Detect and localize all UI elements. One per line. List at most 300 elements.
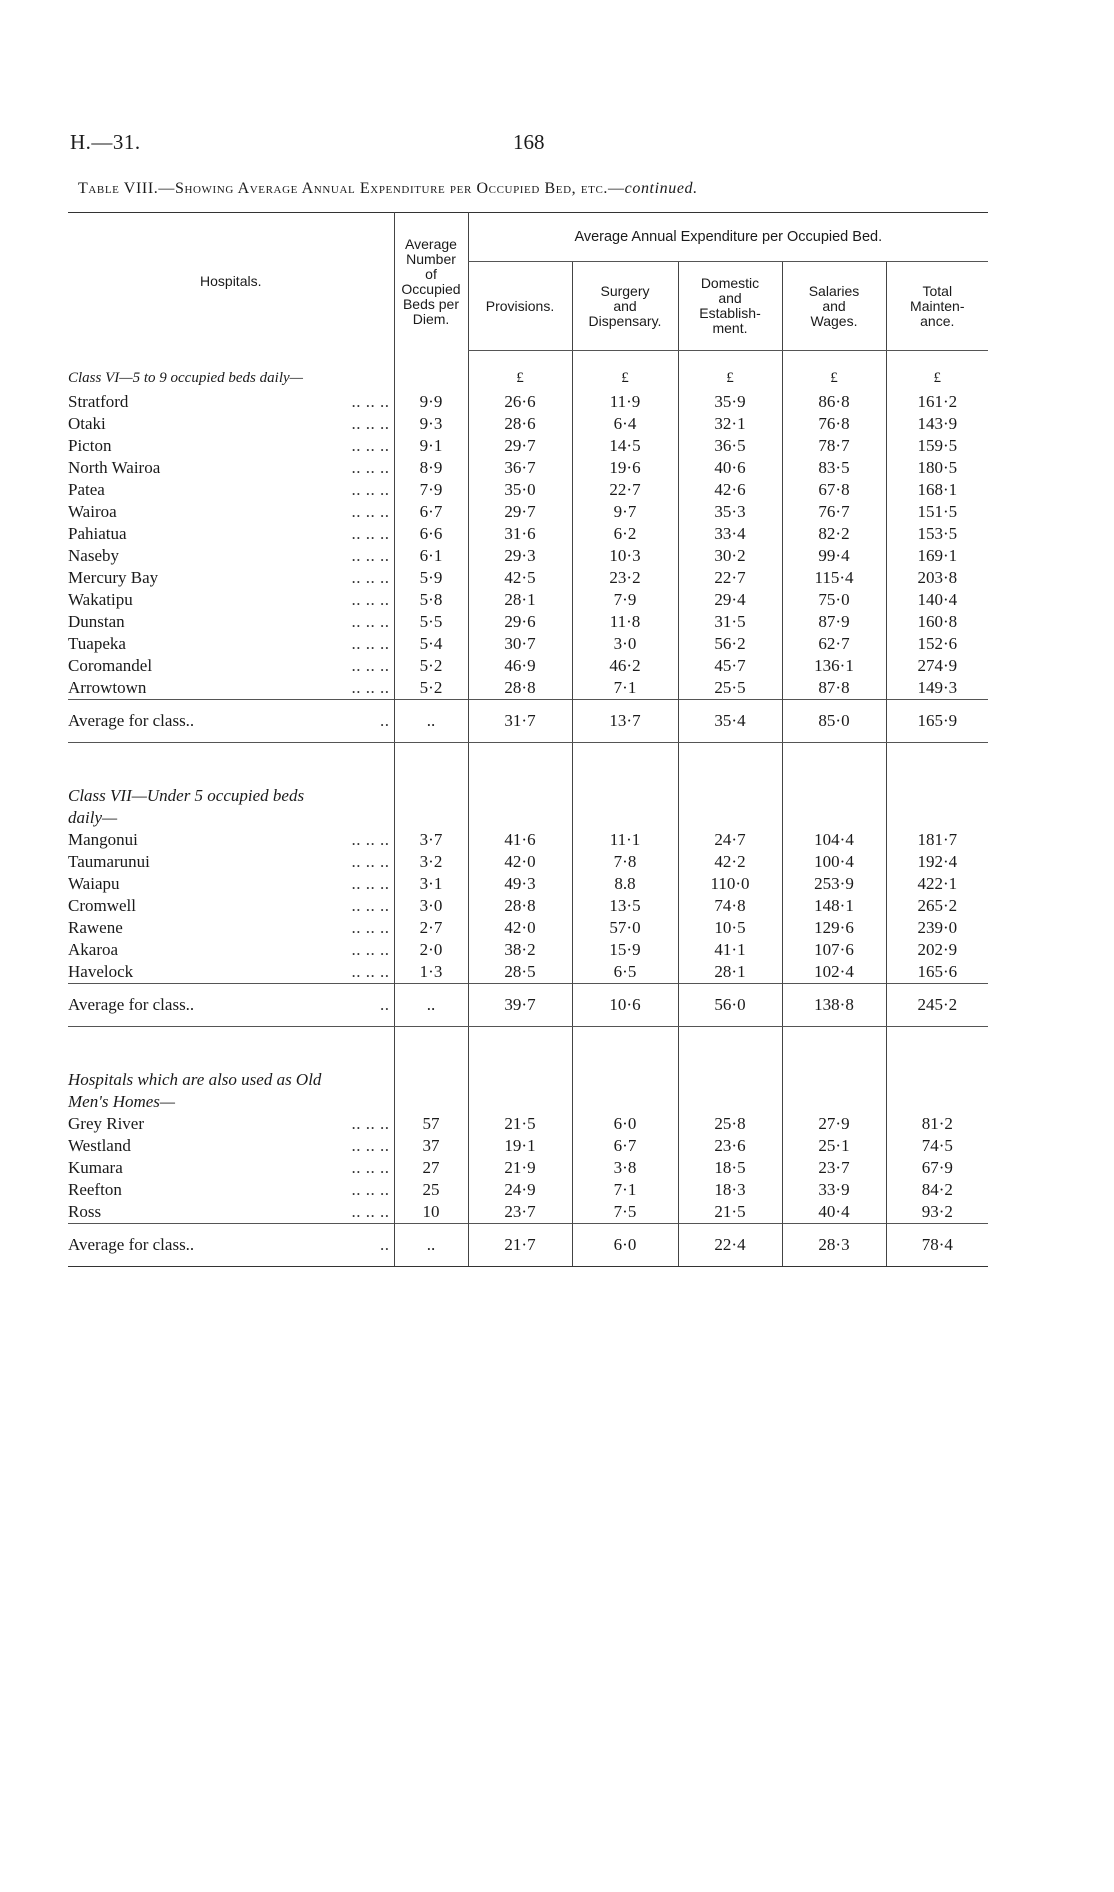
total-value: 149·3 [886,677,988,700]
empty-cell [678,807,782,829]
dot-leader: .. .. .. [351,480,390,499]
total-value: 67·9 [886,1157,988,1179]
empty-cell [394,1069,468,1091]
total-value: 161·2 [886,391,988,413]
table-row [68,1135,988,1157]
hospital-name-wrap [68,435,394,457]
average-beds-value: 5·9 [394,567,468,589]
average-beds-value: 2·0 [394,939,468,961]
empty-cell [468,351,572,366]
class-average-row [68,700,988,743]
total-value: 84·2 [886,1179,988,1201]
provisions-value: 41·6 [468,829,572,851]
table-row [68,1113,988,1135]
hospital-name: Mangonui [68,830,138,849]
empty-cell [678,1027,782,1070]
dot-leader: .. .. .. [351,656,390,675]
empty-cell [782,1027,886,1070]
header-provisions: Provisions. [468,262,572,351]
header-total-line: ance. [920,312,955,329]
class-average-label-cell [68,984,394,1027]
hospital-name: Taumarunui [68,852,150,871]
dot-leader: .. .. .. [351,852,390,871]
surgery-value: 11·8 [572,611,678,633]
header-average-beds-line: Number [406,250,456,267]
currency-unit: £ [468,365,572,391]
average-beds-value: 5·2 [394,655,468,677]
average-beds-value: 3·2 [394,851,468,873]
empty-cell [678,785,782,807]
table-row [68,677,988,700]
average-beds-value: 27 [394,1157,468,1179]
class-average-salaries: 28·3 [782,1224,886,1267]
dot-leader: .. .. .. [351,568,390,587]
spacer-cell [68,743,394,786]
dot-leader: .. .. .. [351,392,390,411]
average-beds-value: 37 [394,1135,468,1157]
hospital-name-wrap [68,851,394,873]
header-surgery-line: Surgery [600,282,650,299]
average-beds-value: 8·9 [394,457,468,479]
empty-cell [394,351,468,366]
class-average-row [68,1224,988,1267]
provisions-value: 29·3 [468,545,572,567]
surgery-value: 6·5 [572,961,678,984]
empty-cell [394,1027,468,1070]
salaries-value: 129·6 [782,917,886,939]
table-row [68,873,988,895]
empty-cell [394,785,468,807]
total-value: 165·6 [886,961,988,984]
surgery-value: 6·7 [572,1135,678,1157]
header-salaries-line: Wages. [810,312,858,329]
header-average-beds [394,213,468,351]
salaries-value: 23·7 [782,1157,886,1179]
class-average-total: 245·2 [886,984,988,1027]
empty-cell [572,743,678,786]
table-row [68,611,988,633]
hospital-name-wrap [68,567,394,589]
hospital-name-cell [68,589,394,611]
class-average-provisions: 21·7 [468,1224,572,1267]
provisions-value: 29·7 [468,501,572,523]
class-average-surgery: 10·6 [572,984,678,1027]
header-surgery [572,262,678,351]
surgery-value: 7·1 [572,677,678,700]
domestic-value: 28·1 [678,961,782,984]
table-body [68,351,988,1267]
surgery-value: 7·9 [572,589,678,611]
dot-leader: .. .. .. [351,1136,390,1155]
provisions-value: 24·9 [468,1179,572,1201]
hospital-name-cell [68,1157,394,1179]
salaries-value: 86·8 [782,391,886,413]
total-value: 152·6 [886,633,988,655]
empty-cell [886,351,988,366]
average-beds-value: 6·1 [394,545,468,567]
table-row [68,895,988,917]
hospital-name: Picton [68,436,112,455]
empty-cell [782,1069,886,1091]
hospital-name-cell [68,895,394,917]
table-row [68,413,988,435]
empty-cell [782,351,886,366]
domestic-value: 40·6 [678,457,782,479]
hospital-name-wrap [68,873,394,895]
surgery-value: 3·8 [572,1157,678,1179]
hospital-name-wrap [68,589,394,611]
total-value: 151·5 [886,501,988,523]
hospital-name: Cromwell [68,896,136,915]
class-average-wrap [68,995,394,1015]
table-row [68,457,988,479]
salaries-value: 253·9 [782,873,886,895]
class-average-provisions: 31·7 [468,700,572,743]
hospital-name-wrap [68,655,394,677]
hospital-name-cell [68,479,394,501]
empty-cell [886,1091,988,1113]
surgery-value: 46·2 [572,655,678,677]
dot-leader: .. .. .. [351,874,390,893]
hospital-name: Wakatipu [68,590,133,609]
dot-leader: .. .. .. [351,830,390,849]
table-row [68,589,988,611]
average-beds-value: 6·6 [394,523,468,545]
hospital-name-cell [68,655,394,677]
table-row [68,1201,988,1224]
domestic-value: 25·5 [678,677,782,700]
table-row [68,567,988,589]
hospital-name: Mercury Bay [68,568,159,587]
empty-cell [468,1091,572,1113]
domestic-value: 42·2 [678,851,782,873]
table-row [68,479,988,501]
total-value: 143·9 [886,413,988,435]
provisions-value: 28·5 [468,961,572,984]
hospital-name: Reefton [68,1180,122,1199]
hospital-name-wrap [68,1157,394,1179]
hospital-name-cell [68,677,394,700]
class-average-salaries: 85·0 [782,700,886,743]
average-beds-value: 1·3 [394,961,468,984]
class-average-domestic: 35·4 [678,700,782,743]
hospital-name-wrap [68,1179,394,1201]
hospital-name: Westland [68,1136,131,1155]
hospital-name-wrap [68,501,394,523]
header-domestic [678,262,782,351]
dot-leader: .. .. .. [351,1180,390,1199]
salaries-value: 148·1 [782,895,886,917]
empty-cell [886,1027,988,1070]
empty-cell [886,785,988,807]
empty-cell [782,743,886,786]
average-beds-value: 5·2 [394,677,468,700]
hospital-name: Stratford [68,392,129,411]
average-beds-value: 3·0 [394,895,468,917]
empty-cell [394,743,468,786]
page-number: 168 [513,130,545,154]
table-row [68,1179,988,1201]
header-domestic-line: and [718,290,742,306]
domestic-value: 36·5 [678,435,782,457]
surgery-value: 15·9 [572,939,678,961]
average-beds-value: 9·1 [394,435,468,457]
hospital-name-wrap [68,677,394,699]
hospital-name: Ross [68,1202,102,1221]
hospital-name-wrap [68,611,394,633]
total-value: 265·2 [886,895,988,917]
hospital-name-cell [68,435,394,457]
hospital-name-cell [68,391,394,413]
surgery-value: 8.8 [572,873,678,895]
spacer-cell [68,1027,394,1070]
domestic-value: 42·6 [678,479,782,501]
average-beds-value: 5·4 [394,633,468,655]
domestic-value: 33·4 [678,523,782,545]
provisions-value: 30·7 [468,633,572,655]
class-average-surgery: 6·0 [572,1224,678,1267]
salaries-value: 25·1 [782,1135,886,1157]
salaries-value: 83·5 [782,457,886,479]
provisions-value: 42·5 [468,567,572,589]
salaries-value: 33·9 [782,1179,886,1201]
hospital-name-wrap [68,523,394,545]
hospital-name-cell [68,1135,394,1157]
empty-cell [572,1069,678,1091]
hospital-name: North Wairoa [68,458,161,477]
salaries-value: 104·4 [782,829,886,851]
domestic-value: 74·8 [678,895,782,917]
hospital-name: Coromandel [68,656,153,675]
total-value: 81·2 [886,1113,988,1135]
dot-leader: .. .. .. [351,590,390,609]
total-value: 274·9 [886,655,988,677]
header-domestic-line: Domestic [700,275,760,291]
dot-leader: .. .. .. [351,896,390,915]
surgery-value: 7·1 [572,1179,678,1201]
dot-leader: .. .. .. [351,634,390,653]
header-salaries-line: Salaries [808,282,860,299]
empty-cell [394,807,468,829]
dot-leader: .. .. .. [351,1114,390,1133]
class-average-label-cell [68,700,394,743]
hospital-name-wrap [68,1201,394,1223]
domestic-value: 21·5 [678,1201,782,1224]
salaries-value: 78·7 [782,435,886,457]
table-row [68,523,988,545]
class-average-total: 78·4 [886,1224,988,1267]
hospital-name-wrap [68,633,394,655]
hospital-name-wrap [68,961,394,983]
hospital-name-cell [68,939,394,961]
provisions-value: 21·5 [468,1113,572,1135]
empty-cell [468,1027,572,1070]
hospital-name: Rawene [68,918,123,937]
surgery-value: 14·5 [572,435,678,457]
dot-leader: .. .. .. [351,1158,390,1177]
dot-leader: .. .. .. [351,436,390,455]
empty-cell [886,807,988,829]
expenditure-table [68,212,988,1267]
class-average-wrap [68,1235,394,1255]
surgery-value: 6·4 [572,413,678,435]
empty-cell [782,785,886,807]
provisions-value: 35·0 [468,479,572,501]
hospital-name-wrap [68,1135,394,1157]
domestic-value: 22·7 [678,567,782,589]
hospital-name-cell [68,1201,394,1224]
header-average-beds-line: Diem. [412,310,450,327]
total-value: 160·8 [886,611,988,633]
header-domestic-line: ment. [712,320,748,336]
average-beds-value: .. [394,1224,468,1267]
average-beds-value: 2·7 [394,917,468,939]
dot-leader: .. .. .. [351,678,390,697]
salaries-value: 87·9 [782,611,886,633]
total-value: 203·8 [886,567,988,589]
provisions-value: 28·8 [468,895,572,917]
spacer-cell [68,351,394,366]
class-average-label: Average for class.. [68,1235,195,1254]
surgery-value: 9·7 [572,501,678,523]
header-hospitals: Hospitals. [200,273,262,290]
header-average-beds-line: of [425,265,437,282]
provisions-value: 28·1 [468,589,572,611]
average-beds-value: 5·5 [394,611,468,633]
table-title-main: Table VIII.—Showing Average Annual Expenditure per Occupied Bed, etc.— [78,180,625,197]
table-row [68,917,988,939]
hospital-name: Arrowtown [68,678,147,697]
currency-unit: £ [678,365,782,391]
hospital-name-wrap [68,1113,394,1135]
surgery-value: 57·0 [572,917,678,939]
table-row [68,633,988,655]
average-beds-value: 6·7 [394,501,468,523]
provisions-value: 46·9 [468,655,572,677]
domestic-value: 56·2 [678,633,782,655]
empty-cell [468,1069,572,1091]
provisions-value: 29·6 [468,611,572,633]
header-average-beds-line: Occupied [401,280,461,297]
header-average-beds-line: Average [405,235,457,252]
dot-leader: .. .. .. [351,458,390,477]
empty-cell [678,743,782,786]
total-value: 140·4 [886,589,988,611]
dot-leader: .. .. .. [351,546,390,565]
header-total-line: Total [922,282,953,299]
provisions-value: 49·3 [468,873,572,895]
currency-unit: £ [886,365,988,391]
hospital-name-cell [68,413,394,435]
dot-leader: .. [380,995,390,1014]
hospital-name-cell [68,501,394,523]
section-title-continued: Men's Homes— [68,1092,176,1111]
hospital-name-cell [68,457,394,479]
header-total-line: Mainten- [910,297,965,314]
table-row [68,545,988,567]
domestic-value: 31·5 [678,611,782,633]
dot-leader: .. .. .. [351,414,390,433]
dot-leader: .. [380,711,390,730]
hospital-name-cell [68,829,394,851]
table-title [78,180,998,198]
total-value: 169·1 [886,545,988,567]
total-value: 159·5 [886,435,988,457]
hospital-name-wrap [68,479,394,501]
salaries-value: 75·0 [782,589,886,611]
table-row [68,961,988,984]
hospital-name-wrap [68,829,394,851]
hospital-name-cell [68,873,394,895]
provisions-value: 31·6 [468,523,572,545]
salaries-value: 107·6 [782,939,886,961]
hospital-name-wrap [68,895,394,917]
class-average-domestic: 56·0 [678,984,782,1027]
average-beds-value: .. [394,984,468,1027]
hospital-name: Havelock [68,962,134,981]
table-row [68,391,988,413]
hospital-name-wrap [68,457,394,479]
provisions-value: 28·6 [468,413,572,435]
surgery-value: 3·0 [572,633,678,655]
provisions-value: 26·6 [468,391,572,413]
domestic-value: 23·6 [678,1135,782,1157]
empty-cell [394,1091,468,1113]
provisions-value: 38·2 [468,939,572,961]
domestic-value: 110·0 [678,873,782,895]
empty-cell [678,1091,782,1113]
provisions-value: 19·1 [468,1135,572,1157]
currency-unit: £ [782,365,886,391]
hospital-name: Kumara [68,1158,123,1177]
salaries-value: 136·1 [782,655,886,677]
salaries-value: 102·4 [782,961,886,984]
table-row [68,939,988,961]
surgery-value: 6·0 [572,1113,678,1135]
document-code: H.—31. [70,130,141,154]
table-row [68,1157,988,1179]
hospital-name: Pahiatua [68,524,127,543]
domestic-value: 10·5 [678,917,782,939]
salaries-value: 99·4 [782,545,886,567]
class-average-surgery: 13·7 [572,700,678,743]
header-salaries-line: and [822,297,846,314]
hospital-name-cell [68,523,394,545]
dot-leader: .. .. .. [351,962,390,981]
average-beds-value: 5·8 [394,589,468,611]
empty-cell [678,1069,782,1091]
salaries-value: 100·4 [782,851,886,873]
provisions-value: 28·8 [468,677,572,700]
dot-leader: .. .. .. [351,918,390,937]
dot-leader: .. .. .. [351,524,390,543]
hospital-name-wrap [68,939,394,961]
header-salaries [782,262,886,351]
domestic-value: 29·4 [678,589,782,611]
class-average-domestic: 22·4 [678,1224,782,1267]
surgery-value: 7·8 [572,851,678,873]
surgery-value: 10·3 [572,545,678,567]
class-average-total: 165·9 [886,700,988,743]
domestic-value: 24·7 [678,829,782,851]
surgery-value: 22·7 [572,479,678,501]
dot-leader: .. .. .. [351,940,390,959]
surgery-value: 19·6 [572,457,678,479]
domestic-value: 35·3 [678,501,782,523]
dot-leader: .. [380,1235,390,1254]
total-value: 153·5 [886,523,988,545]
surgery-value: 13·5 [572,895,678,917]
